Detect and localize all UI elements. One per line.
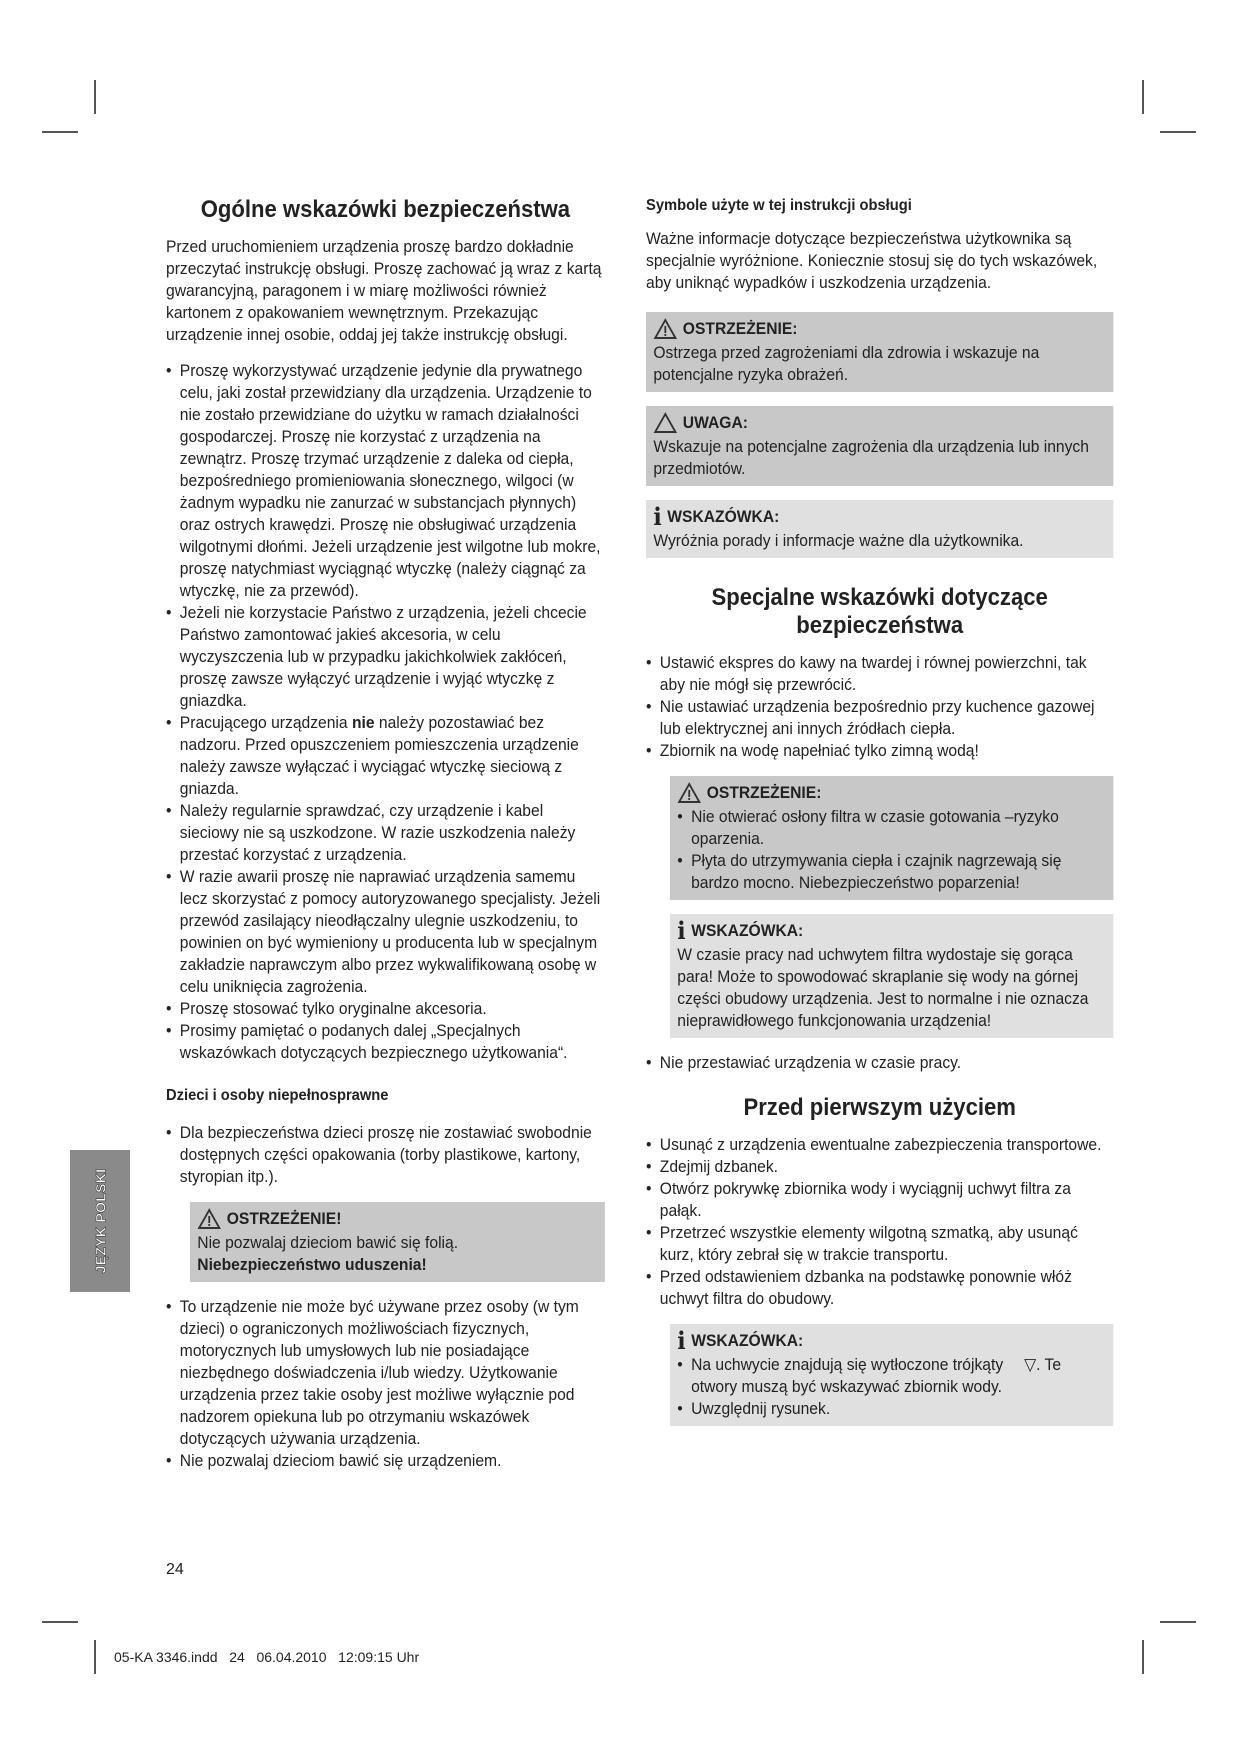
crop-mark (42, 131, 78, 133)
special-note-box (670, 914, 1113, 1038)
info-icon: i (677, 916, 686, 945)
note-text: Wyróżnia porady i informacje ważne dla użytkownika. (653, 531, 1024, 550)
warning-triangle-icon (653, 318, 677, 340)
list-item: • W razie awarii proszę nie naprawiać urządzenia samemu lecz skorzystać z pomocy autoryzowanego specjalisty. Jeżeli przewód zasilający nieodłączalny ulegnie uszkodzeniu, to powinien on być wymieniony u producenta lub w specjalnym zakładzie naprawczym albo przez wykwalifikowaną osobę w celu uniknięcia zagrożenia. (166, 866, 605, 998)
list-item: • Ustawić ekspres do kawy na twardej i równej powierzchni, tak aby nie mógł się przewrócić. (646, 652, 1113, 696)
caution-symbol-box (646, 406, 1113, 486)
special-bullet-list (646, 652, 1113, 762)
list-item: • Nie przestawiać urządzenia w czasie pracy. (646, 1052, 1113, 1074)
warning-triangle-icon (197, 1208, 221, 1230)
language-side-tab (70, 1150, 130, 1292)
crop-mark (1142, 80, 1144, 114)
list-item: • Dla bezpieczeństwa dzieci proszę nie zostawiać swobodnie dostępnych części opakowania (torby plastikowe, kartony, styropian itp.). (166, 1122, 605, 1188)
list-item: • Przetrzeć wszystkie elementy wilgotną szmatką, aby usunąć kurz, który zebrał się w trakcie transportu. (646, 1222, 1113, 1266)
left-column (166, 196, 605, 1486)
warning-title: OSTRZEŻENIE! (197, 1208, 597, 1230)
print-footer: 05-KA 3346.indd 24 06.04.2010 12:09:15 Uhr (114, 1649, 420, 1665)
warning-title: OSTRZEŻENIE: (682, 319, 798, 338)
crop-mark (1160, 131, 1196, 133)
warning-title: OSTRZEŻENIE: (706, 783, 822, 802)
list-item: • Pracującego urządzenia nie należy pozostawiać bez nadzoru. Przed opuszczeniem pomieszczenia urządzenie należy zawsze wyłączać i wyciągać wtyczkę sieciową z gniazda. (166, 712, 605, 800)
note-symbol-box (646, 500, 1113, 558)
list-item: • Nie ustawiać urządzenia bezpośrednio przy kuchence gazowej lub elektrycznej ani innych źródłach ciepła. (646, 696, 1113, 740)
crop-mark (1160, 1621, 1196, 1623)
list-item: • Nie otwierać osłony filtra w czasie gotowania –ryzyko oparzenia. (677, 806, 1106, 850)
note-title: WSKAZÓWKA: (691, 921, 804, 940)
children-warning-box (190, 1202, 605, 1282)
crop-mark (42, 1621, 78, 1623)
note-title: WSKAZÓWKA: (667, 507, 780, 526)
info-icon: i (677, 1326, 686, 1355)
list-item: • Zdejmij dzbanek. (646, 1156, 1113, 1178)
children-bullet-list (166, 1122, 605, 1188)
special-safety-title: Specjalne wskazówki dotyczące bezpieczeństwa (711, 584, 1048, 639)
list-item: • Płyta do utrzymywania ciepła i czajnik nagrzewają się bardzo mocno. Niebezpieczeństwo poparzenia! (677, 850, 1106, 894)
list-item: • Usunąć z urządzenia ewentualne zabezpieczenia transportowe. (646, 1134, 1113, 1156)
crop-mark (1142, 1640, 1144, 1674)
warning-line: Nie pozwalaj dzieciom bawić się folią. (197, 1233, 459, 1252)
list-item: • To urządzenie nie może być używane przez osoby (w tym dzieci) o ograniczonych możliwościach fizycznych, motorycznych lub umysłowych lub nie posiadające niezbędnego doświadczenia i/lub wiedzy. Użytkowanie urządzenia przez takie osoby jest możliwe wyłącznie pod nadzorem opiekuna lub po otrzymaniu wskazówek dotyczących używania urządzenia. (166, 1296, 605, 1450)
crop-mark (94, 1640, 96, 1674)
first-use-note-box (670, 1324, 1113, 1426)
caution-text: Wskazuje na potencjalne zagrożenia dla urządzenia lub innych przedmiotów. (653, 437, 1089, 478)
children-bullet-list-2 (166, 1296, 605, 1472)
list-item: • Uwzględnij rysunek. (677, 1398, 1106, 1420)
page-number: 24 (166, 1561, 184, 1578)
intro-paragraph: Przed uruchomieniem urządzenia proszę bardzo dokładnie przeczytać instrukcję obsługi. Proszę zachować ją wraz z kartą gwarancyjną, paragonem i w miarę możliwości również kartonem z opakowaniem wewnętrznym. Przekazując urządzenie innej osobie, oddaj jej także instrukcję obsługi. (166, 237, 602, 344)
list-item: • Należy regularnie sprawdzać, czy urządzenie i kabel sieciowy nie są uszkodzone. W razie uszkodzenia należy przestać korzystać z urządzenia. (166, 800, 605, 866)
list-item: • Proszę stosować tylko oryginalne akcesoria. (166, 998, 605, 1020)
list-item: • Przed odstawieniem dzbanka na podstawkę ponownie włóż uchwyt filtra do obudowy. (646, 1266, 1113, 1310)
list-item: • Nie pozwalaj dzieciom bawić się urządzeniem. (166, 1450, 605, 1472)
note-text: W czasie pracy nad uchwytem filtra wydostaje się gorąca para! Może to spowodować skraplanie się wody na górnej części obudowy urządzenia. Jest to normalne i nie oznacza nieprawidłowego funkcjonowania urządzenia! (677, 945, 1089, 1030)
info-icon: i (653, 502, 662, 531)
list-item: • Na uchwycie znajdują się wytłoczone trójkąty ▽. Te otwory muszą być wskazywać zbiornik wody. (677, 1354, 1106, 1398)
triangle-down-icon: ▽ (1024, 1355, 1037, 1374)
warning-line-bold: Niebezpieczeństwo uduszenia! (197, 1255, 427, 1274)
general-bullet-list (166, 360, 605, 1064)
crop-mark (94, 80, 96, 114)
symbols-intro: Ważne informacje dotyczące bezpieczeństwa użytkownika są specjalnie wyróżnione. Koniecznie stosuj się do tych wskazówek, aby uniknąć wypadków i uszkodzenia urządzenia. (646, 229, 1098, 292)
caution-title: UWAGA: (682, 413, 748, 432)
symbols-heading: Symbole użyte w tej instrukcji obsługi (646, 197, 912, 214)
list-item: • Zbiornik na wodę napełniać tylko zimną wodą! (646, 740, 1113, 762)
right-column (646, 196, 1113, 1440)
warning-triangle-icon (677, 782, 701, 804)
children-heading: Dzieci i osoby niepełnosprawne (166, 1087, 389, 1104)
list-item: • Prosimy pamiętać o podanych dalej „Specjalnych wskazówkach dotyczących bezpiecznego użytkowania“. (166, 1020, 605, 1064)
special-last-list (646, 1052, 1113, 1074)
warning-symbol-box (646, 312, 1113, 392)
language-label: JĘZYK POLSKI (92, 1168, 109, 1274)
list-item: • Jeżeli nie korzystacie Państwo z urządzenia, jeżeli chcecie Państwo zamontować jakieś akcesoria, w celu wyczyszczenia lub w przypadku jakichkolwiek zakłóceń, proszę zawsze wyłączyć urządzenie i wyjąć wtyczkę z gniazdka. (166, 602, 605, 712)
caution-triangle-icon (653, 412, 677, 434)
warning-text: Ostrzega przed zagrożeniami dla zdrowia i wskazuje na potencjalne ryzyka obrażeń. (653, 343, 1040, 384)
first-use-bullet-list (646, 1134, 1113, 1310)
special-warning-box (670, 776, 1113, 900)
list-item: • Otwórz pokrywkę zbiornika wody i wyciągnij uchwyt filtra za pałąk. (646, 1178, 1113, 1222)
note-title: WSKAZÓWKA: (691, 1331, 804, 1350)
list-item: • Proszę wykorzystywać urządzenie jedynie dla prywatnego celu, jaki został przewidziany dla urządzenia. Urządzenie to nie zostało przewidziane do użytku w ramach działalności gospodarczej. Proszę nie korzystać z urządzenia na zewnątrz. Proszę trzymać urządzenie z daleka od ciepła, bezpośredniego promieniowania słonecznego, wilgoci (w żadnym wypadku nie zanurzać w substancjach płynnych) oraz ostrych krawędzi. Proszę nie obsługiwać urządzenia wilgotnymi dłońmi. Jeżeli urządzenie jest wilgotne lub mokre, proszę natychmiast wyciągnąć wtyczkę (należy ciągnąć za wtyczkę, nie za przewód). (166, 360, 605, 602)
first-use-title: Przed pierwszym użyciem (743, 1094, 1016, 1121)
general-safety-title: Ogólne wskazówki bezpieczeństwa (200, 196, 571, 223)
